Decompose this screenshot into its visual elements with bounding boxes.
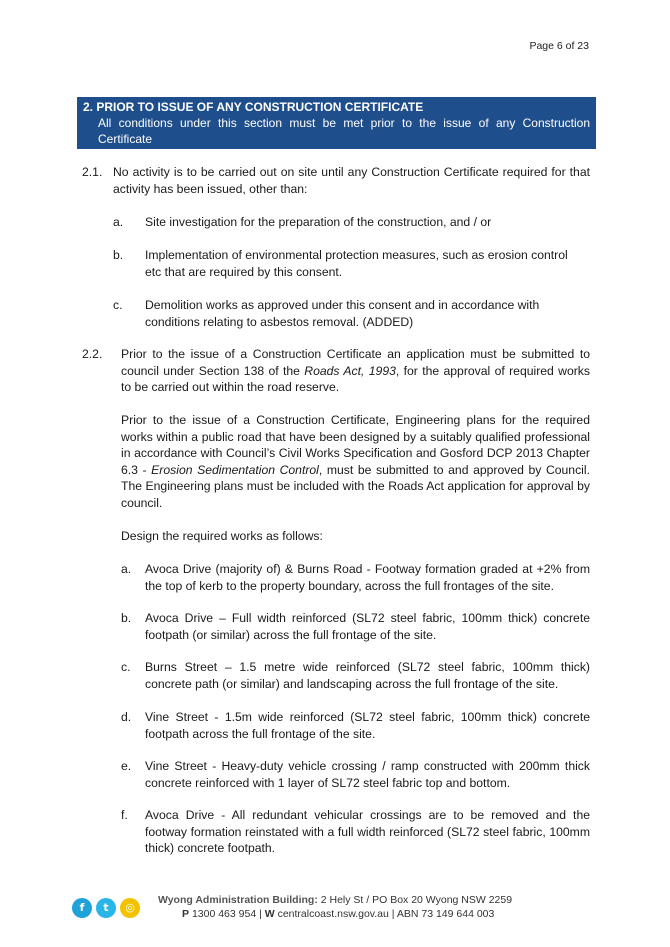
list-label: d. (121, 710, 132, 724)
list-text: Implementation of environmental protection measures, such as erosion control etc that are required by this consent. (145, 248, 568, 279)
section-title: 2. PRIOR TO ISSUE OF ANY CONSTRUCTION CERTIFICATE (83, 100, 424, 114)
text-run: Prior to the issue of a Construction Certificate, Engineering plans for the required works within a public road that have been designed by a suitably qualified professional in accordance with Council’s Civil Works Specification and Gosford DCP 2013 Chapter 6.3 - (121, 413, 590, 477)
phone-label: P (182, 908, 190, 920)
list-label: c. (113, 298, 123, 312)
list-text: Vine Street - Heavy-duty vehicle crossing / ramp constructed with 200mm thick concrete reinforced with 1 layer of SL72 steel fabric top and bottom. (145, 759, 590, 790)
page-footer (72, 894, 602, 926)
website-link[interactable]: centralcoast.nsw.gov.au (277, 908, 389, 920)
list-item (121, 610, 590, 643)
list-text: Demolition works as approved under this consent and in accordance with conditions relating to asbestos removal. (ADDED) (145, 298, 540, 329)
section-header (77, 97, 596, 149)
condition-paragraph-3: Design the required works as follows: (121, 529, 323, 543)
condition-number: 2.1. (82, 165, 103, 179)
list-text: Vine Street - 1.5m wide reinforced (SL72 steel fabric, 100mm thick) concrete footpath across the full frontage of the site. (145, 710, 590, 741)
list-item (121, 659, 590, 692)
list-text: Burns Street – 1.5 metre wide reinforced (SL72 steel fabric, 100mm thick) concrete path (or similar) and landscaping across the full frontage of the site. (145, 660, 590, 691)
list-item (121, 561, 590, 594)
list-item (113, 247, 583, 280)
address: 2 Hely St / PO Box 20 Wyong NSW 2259 (320, 894, 513, 906)
act-name: Roads Act, 1993 (304, 363, 396, 378)
condition-number: 2.2. (82, 347, 103, 361)
list-text: Avoca Drive – Full width reinforced (SL72 steel fabric, 100mm thick) concrete footpath (or similar) across the full frontage of the site. (145, 611, 590, 642)
text-run: Prior to the issue of a Construction Certificate an application must be submitted to council under Section 138 of the (121, 347, 590, 378)
list-text: Avoca Drive (majority of) & Burns Road - Footway formation graded at +2% from the top of kerb to the property boundary, across the full frontages of the site. (145, 562, 590, 593)
list-label: b. (113, 248, 124, 262)
list-item (113, 214, 583, 231)
condition-2-2 (82, 346, 590, 396)
list-text: Avoca Drive - All redundant vehicular crossings are to be removed and the footway formation reinstated with a full width reinforced (SL72 steel fabric, 100mm thick) concrete footpath. (145, 808, 590, 856)
condition-paragraph-1 (121, 346, 590, 396)
text-run: , must be submitted to and approved by Council. The Engineering plans must be included with the Roads Act application for approval by council. (121, 462, 590, 510)
social-icons (72, 898, 140, 918)
instagram-icon[interactable]: ◎ (120, 898, 140, 918)
list-label: b. (121, 611, 132, 625)
footer-address-line (158, 894, 512, 906)
condition-paragraph-2 (121, 412, 590, 512)
list-label: c. (121, 660, 131, 674)
chapter-name: Erosion Sedimentation Control (151, 462, 319, 477)
twitter-icon[interactable]: t (96, 898, 116, 918)
building-label: Wyong Administration Building: (158, 894, 318, 906)
list-item (121, 807, 590, 857)
list-label: e. (121, 759, 132, 773)
list-label: a. (113, 215, 124, 229)
list-label: a. (121, 562, 132, 576)
page-number: Page 6 of 23 (529, 40, 589, 52)
phone: 1300 463 954 (191, 908, 257, 920)
list-item (121, 709, 590, 742)
facebook-icon[interactable]: f (72, 898, 92, 918)
list-item (113, 297, 583, 330)
text-run: , for the approval of required works to be carried out within the road reserve. (121, 363, 590, 395)
footer-contact-line: P 1300 463 954 | W centralcoast.nsw.gov.au | ABN 73 149 644 003 (182, 908, 495, 920)
abn: ABN 73 149 644 003 (396, 908, 495, 920)
list-label: f. (121, 808, 128, 822)
condition-2-1 (82, 164, 590, 197)
web-label: W (264, 908, 275, 920)
list-text: Site investigation for the preparation of the construction, and / or (145, 215, 492, 229)
section-subtitle: All conditions under this section must be met prior to the issue of any Construction Certificate (98, 116, 590, 146)
condition-text: No activity is to be carried out on site until any Construction Certificate required for that activity has been issued, other than: (113, 165, 590, 196)
list-item (121, 758, 590, 791)
